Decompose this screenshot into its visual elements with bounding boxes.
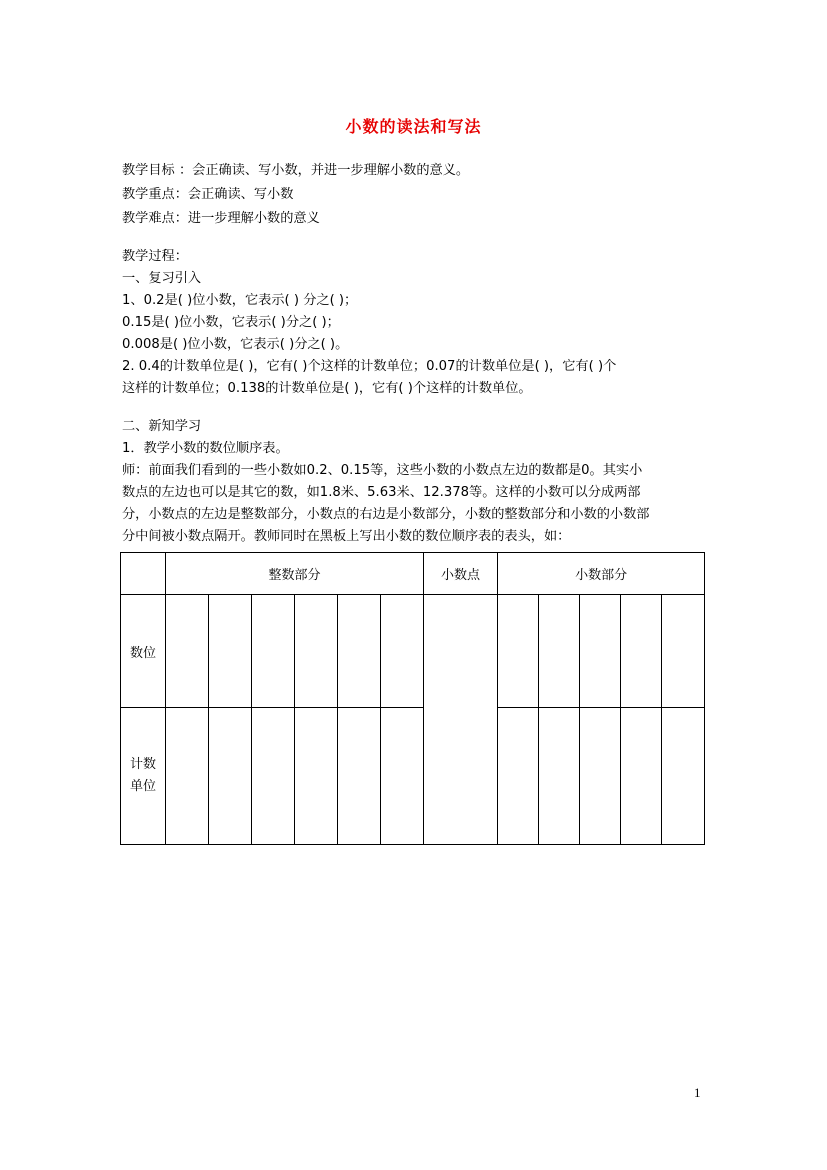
table-row — [121, 708, 705, 845]
teacher-paragraph-line: 师：前面我们看到的一些小数如0.2、0.15等，这些小数的小数点左边的数都是0。其实小 — [122, 463, 643, 478]
process-heading: 教学过程： — [122, 249, 188, 264]
table-cell — [166, 595, 209, 708]
table-cell — [252, 595, 295, 708]
table-cell — [381, 708, 424, 845]
table-cell — [209, 708, 252, 845]
teaching-goal: 教学目标 ：会正确读、写小数，并进一步理解小数的意义。 — [122, 163, 470, 178]
table-cell — [580, 595, 621, 708]
table-cell — [662, 708, 705, 845]
teaching-key-point: 教学重点：会正确读、写小数 — [122, 187, 294, 202]
page-number: 1 — [694, 1085, 701, 1100]
row-label-line: 单位 — [129, 779, 156, 794]
table-cell — [295, 595, 338, 708]
decimal-part-header: 小数部分 — [498, 553, 705, 595]
table-cell — [539, 708, 580, 845]
teacher-paragraph-line: 数点的左边也可以是其它的数，如1.8米、5.63米、12.378等。这样的小数可以分成两部 — [122, 485, 641, 500]
row-label-counting-unit — [121, 708, 166, 845]
place-value-table — [120, 552, 705, 845]
review-line: 这样的计数单位；0.138的计数单位是( )，它有( )个这样的计数单位。 — [122, 381, 532, 396]
table-cell — [539, 595, 580, 708]
table-header-row — [121, 553, 705, 595]
table-cell — [621, 595, 662, 708]
table-cell — [338, 595, 381, 708]
table-cell — [252, 708, 295, 845]
review-line: 2. 0.4的计数单位是( )，它有( )个这样的计数单位；0.07的计数单位是( )，它有( )个 — [122, 359, 617, 374]
table-cell — [166, 708, 209, 845]
review-line: 1、0.2是( )位小数，它表示( ) 分之( )； — [122, 293, 358, 308]
row-label-place: 数位 — [121, 595, 166, 708]
table-cell — [621, 708, 662, 845]
row-label-line: 计数 — [129, 757, 156, 772]
teacher-paragraph-line: 分，小数点的左边是整数部分，小数点的右边是小数部分，小数的整数部分和小数的小数部 — [122, 507, 650, 522]
section1-heading: 一、复习引入 — [122, 271, 202, 286]
table-cell — [498, 708, 539, 845]
table-cell — [498, 595, 539, 708]
table-cell — [338, 708, 381, 845]
decimal-point-column-cell — [424, 595, 498, 845]
table-cell — [580, 708, 621, 845]
document-title: 小数的读法和写法 — [345, 117, 482, 136]
review-line: 0.15是( )位小数，它表示( )分之( )； — [122, 315, 340, 330]
table-corner-cell — [121, 553, 166, 595]
teacher-paragraph-line: 分中间被小数点隔开。教师同时在黑板上写出小数的数位顺序表的表头，如： — [122, 529, 571, 544]
table-row — [121, 595, 705, 708]
teaching-difficulty: 教学难点：进一步理解小数的意义 — [122, 211, 320, 226]
section2-heading: 二、新知学习 — [122, 419, 202, 434]
table-cell — [209, 595, 252, 708]
table-cell — [381, 595, 424, 708]
review-line: 0.008是( )位小数，它表示( )分之( )。 — [122, 337, 349, 352]
integer-part-header: 整数部分 — [166, 553, 424, 595]
table-cell — [295, 708, 338, 845]
table-cell — [662, 595, 705, 708]
item1-heading: 1．教学小数的数位顺序表。 — [122, 441, 289, 456]
decimal-point-header: 小数点 — [424, 553, 498, 595]
